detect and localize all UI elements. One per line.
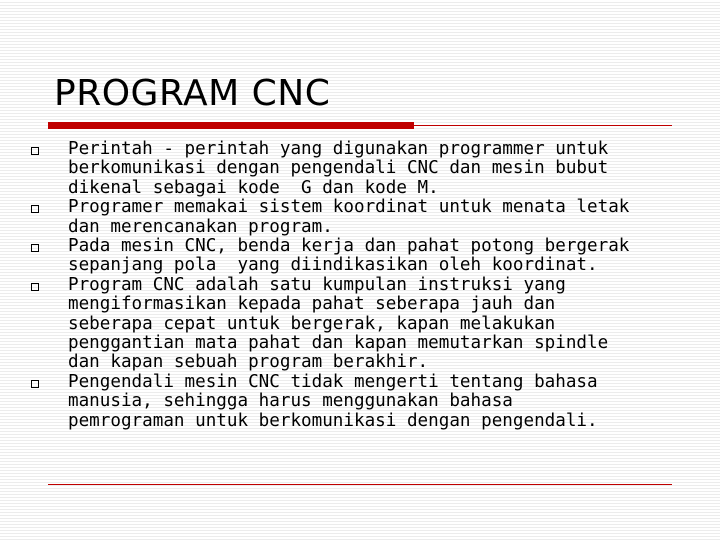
bullet-line: Perintah - perintah yang digunakan programmer untuk — [68, 139, 609, 159]
bullet-text — [68, 198, 698, 237]
bullet-item — [28, 237, 698, 276]
bullet-line: seberapa cepat untuk bergerak, kapan melakukan — [68, 313, 556, 334]
bullet-line: Programer memakai sistem koordinat untuk menata letak — [68, 197, 630, 218]
square-bullet-icon — [31, 244, 39, 252]
square-bullet-icon — [31, 380, 39, 388]
bullet-line: dikenal sebagai kode G dan kode M. — [68, 177, 439, 198]
bullet-line: Pengendali mesin CNC tidak mengerti tentang bahasa — [68, 371, 598, 392]
bullet-item — [28, 373, 698, 431]
square-bullet-icon — [31, 205, 39, 213]
bullet-list — [28, 140, 698, 431]
bullet-line: dan merencanakan program. — [68, 216, 333, 237]
bullet-text — [68, 237, 698, 276]
bullet-line: pemrograman untuk berkomunikasi dengan pengendali. — [68, 410, 598, 431]
bullet-line: penggantian mata pahat dan kapan memutarkan spindle — [68, 333, 609, 354]
bullet-text — [68, 140, 698, 198]
square-bullet-icon — [31, 283, 39, 291]
bullet-line: dan kapan sebuah program berakhir. — [68, 352, 429, 373]
bullet-item — [28, 198, 698, 237]
title-underline — [48, 122, 672, 130]
bottom-divider — [48, 484, 672, 485]
slide-title: PROGRAM CNC — [54, 73, 331, 114]
bullet-line: berkomunikasi dengan pengendali CNC dan mesin bubut — [68, 158, 609, 179]
title-underline-thick — [48, 122, 414, 129]
bullet-line: manusia, sehingga harus menggunakan bahasa — [68, 391, 513, 412]
bullet-text — [68, 276, 698, 373]
bullet-line: Pada mesin CNC, benda kerja dan pahat potong bergerak — [68, 236, 630, 257]
bullet-line: sepanjang pola yang diindikasikan oleh koordinat. — [68, 255, 598, 276]
bullet-line: Program CNC adalah satu kumpulan instruksi yang — [68, 274, 566, 295]
bullet-text — [68, 373, 698, 431]
square-bullet-icon — [31, 147, 39, 155]
bullet-item — [28, 140, 698, 198]
bullet-item — [28, 276, 698, 373]
bullet-line: mengiformasikan kepada pahat seberapa jauh dan — [68, 294, 556, 315]
